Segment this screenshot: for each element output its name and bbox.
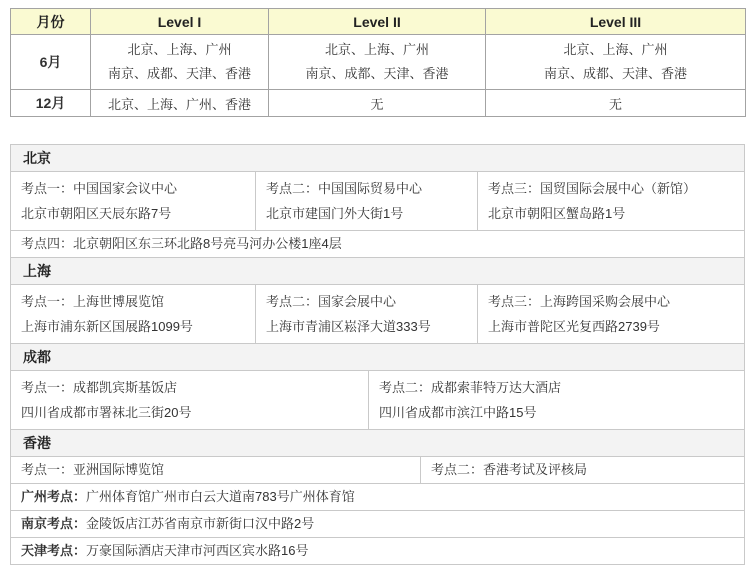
- venue-address: 四川省成都市滨江中路15号: [379, 405, 537, 420]
- venue-name: 考点三：上海跨国采购会展中心: [488, 294, 671, 309]
- city-list-line: 北京、上海、广州: [127, 42, 232, 57]
- venue-cell: [478, 285, 744, 343]
- schedule-header-level2: Level II: [269, 9, 486, 35]
- venue-address: 广州体育馆广州市白云大道南783号广州体育馆: [86, 489, 355, 504]
- city-list-line: 南京、成都、天津、香港: [107, 66, 251, 81]
- schedule-june-month: 6月: [11, 35, 91, 90]
- venue-city-label: 天津考点：: [21, 543, 87, 558]
- section-header-chengdu: 成都: [11, 344, 744, 371]
- venue-address: 上海市浦东新区国展路1099号: [21, 319, 193, 334]
- city-list-line: 北京、上海、广州: [563, 42, 668, 57]
- venue-address: 万豪国际酒店天津市河西区宾水路16号: [86, 543, 309, 558]
- venue-cell: [11, 484, 744, 510]
- venue-name: 考点二：成都索菲特万达大酒店: [379, 380, 562, 395]
- venue-cell: [256, 285, 478, 343]
- schedule-header-level1: Level I: [91, 9, 269, 35]
- venues-row-tianjin: [11, 538, 744, 564]
- schedule-december-level2: 无: [269, 90, 486, 117]
- venue-name: 考点二：中国国际贸易中心: [266, 181, 423, 196]
- schedule-december-level1: 北京、上海、广州、香港: [91, 90, 269, 117]
- venue-cell: [11, 172, 256, 230]
- schedule-header-level3: Level III: [486, 9, 746, 35]
- venue-city-label: 南京考点：: [21, 516, 87, 531]
- schedule-june-level3: [486, 35, 746, 90]
- venues-row-hongkong: [11, 457, 744, 484]
- venue-address: 四川省成都市署袜北三街20号: [21, 405, 192, 420]
- schedule-row-december: [11, 90, 746, 117]
- venue-address: 北京市建国门外大街1号: [266, 206, 404, 221]
- venue-name: 考点一：中国国家会议中心: [21, 181, 178, 196]
- venue-address: 北京市朝阳区天辰东路7号: [21, 206, 172, 221]
- venues-row-guangzhou: [11, 484, 744, 511]
- venue-name: 考点一：成都凯宾斯基饭店: [21, 380, 178, 395]
- venue-address: 北京市朝阳区蟹岛路1号: [488, 206, 626, 221]
- venues-row-beijing: [11, 172, 744, 231]
- venue-cell: [11, 511, 744, 537]
- venues-row-nanjing: [11, 511, 744, 538]
- section-header-hongkong: 香港: [11, 430, 744, 457]
- venue-name: 考点三：国贸国际会展中心（新馆）: [488, 181, 697, 196]
- venue-cell: 考点四：北京朝阳区东三环北路8号亮马河办公楼1座4层: [21, 236, 342, 251]
- city-list-line: 北京、上海、广州: [324, 42, 429, 57]
- venue-address: 上海市普陀区光复西路2739号: [488, 319, 660, 334]
- venue-cell: 考点一：亚洲国际博览馆: [11, 457, 421, 483]
- venue-cell: [11, 285, 256, 343]
- venue-city-label: 广州考点：: [21, 489, 87, 504]
- schedule-header-row: [11, 9, 746, 35]
- venue-cell: [11, 538, 744, 564]
- city-list-line: 南京、成都、天津、香港: [543, 66, 687, 81]
- schedule-december-month: 12月: [11, 90, 91, 117]
- venue-cell: 考点二：香港考试及评核局: [431, 462, 588, 477]
- venue-cell: [256, 172, 478, 230]
- schedule-row-june: [11, 35, 746, 90]
- schedule-june-level1: [91, 35, 269, 90]
- venues-row-beijing-extra: [11, 231, 744, 258]
- venue-cell: [11, 371, 369, 429]
- schedule-june-level2: [269, 35, 486, 90]
- venues-row-chengdu: [11, 371, 744, 430]
- venue-address: 上海市青浦区崧泽大道333号: [266, 319, 431, 334]
- city-list-line: 南京、成都、天津、香港: [305, 66, 449, 81]
- schedule-header-month: 月份: [11, 9, 91, 35]
- venues-table: [10, 144, 745, 565]
- page-content: [10, 8, 745, 565]
- venue-cell: [478, 172, 744, 230]
- section-header-shanghai: 上海: [11, 258, 744, 285]
- venue-name: 考点一：上海世博展览馆: [21, 294, 165, 309]
- exam-schedule-table: [10, 8, 746, 117]
- section-header-beijing: 北京: [11, 145, 744, 172]
- venue-name: 考点二：国家会展中心: [266, 294, 397, 309]
- venues-row-shanghai: [11, 285, 744, 344]
- venue-address: 金陵饭店江苏省南京市新街口汉中路2号: [86, 516, 315, 531]
- schedule-december-level3: 无: [486, 90, 746, 117]
- venue-cell: [369, 371, 744, 429]
